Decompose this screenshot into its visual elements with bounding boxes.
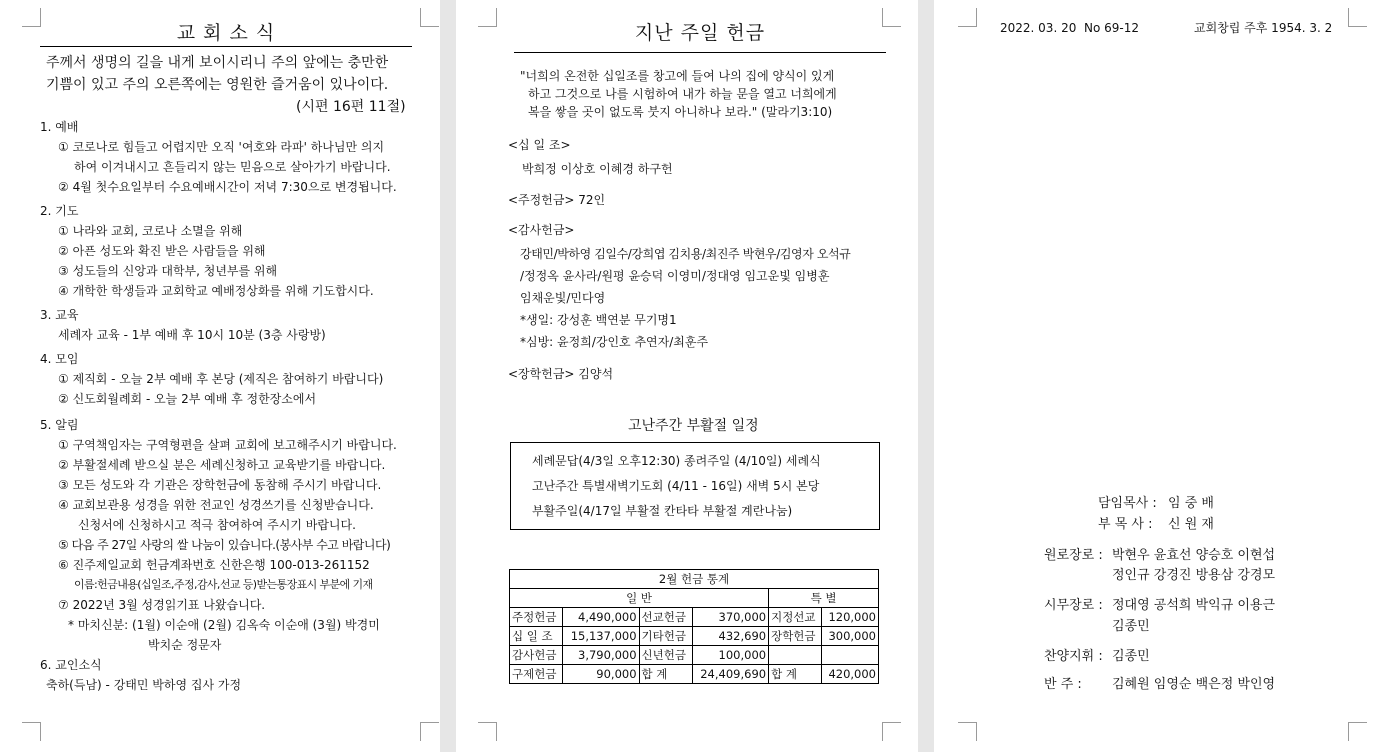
list-item: 하여 이겨내시고 흔들리지 않는 믿음으로 살아가기 바랍니다.	[74, 160, 391, 174]
stats-title: 2월 헌금 통계	[510, 570, 879, 589]
list-item: ⑥ 진주제일교회 헌금계좌번호 신한은행 100-013-261152	[58, 558, 370, 572]
section-heading: 1. 예배	[40, 120, 79, 134]
list-item: ① 구역책임자는 구역형편을 살펴 교회에 보고해주시기 바랍니다.	[58, 438, 397, 452]
offering-names: 강태민/박하영 김일수/강희엽 김치용/최진주 박현우/김영자 오석규	[520, 247, 851, 261]
offering-stats-table	[509, 569, 879, 684]
schedule-item: 세례문답(4/3일 오후12:30) 종려주일 (4/10일) 세례식	[532, 454, 821, 468]
table-cell: 420,000	[822, 665, 879, 684]
crop-mark	[1348, 722, 1367, 741]
section-heading: 5. 알림	[40, 418, 79, 432]
schedule-item: 고난주간 특별새벽기도회 (4/11 - 16일) 새벽 5시 본당	[532, 479, 820, 493]
table-cell: 370,000	[692, 608, 768, 627]
offering-heading: <장학헌금> 김양석	[508, 367, 614, 381]
list-item: ③ 성도들의 신앙과 대학부, 청년부를 위해	[58, 264, 278, 278]
bulletin-issue: No 69-12	[1084, 21, 1140, 35]
staff-role: 부 목 사 :	[1098, 517, 1153, 532]
list-item: ① 나라와 교회, 코로나 소멸을 위해	[58, 224, 243, 238]
crop-mark	[22, 722, 41, 741]
table-cell: 기타헌금	[639, 627, 692, 646]
table-cell: 90,000	[563, 665, 639, 684]
list-item: ② 아픈 성도와 확진 받은 사람들을 위해	[58, 244, 266, 258]
quote-line: 복을 쌓을 곳이 없도록 붓지 아니하나 보라." (말라기3:10)	[528, 105, 833, 119]
church-founded: 교회창립 주후 1954. 3. 2	[1194, 21, 1333, 35]
table-cell: 4,490,000	[563, 608, 639, 627]
stats-special-header: 특 별	[769, 589, 879, 608]
offering-heading: <주정헌금> 72인	[508, 193, 606, 207]
table-cell: 장학헌금	[769, 627, 822, 646]
section-heading: 2. 기도	[40, 204, 79, 218]
table-row	[510, 608, 879, 627]
bulletin-date: 2022. 03. 20	[1000, 21, 1077, 35]
offering-names: 임채운빛/민다영	[520, 291, 606, 305]
table-cell: 432,690	[692, 627, 768, 646]
staff-names: 김종민	[1112, 619, 1150, 634]
list-item: 이름:헌금내용(십일조,주정,감사,선교 등)받는통장표시 부분에 기재	[74, 578, 373, 591]
offering-heading: <감사헌금>	[508, 223, 575, 237]
section-heading: 6. 교인소식	[40, 658, 102, 672]
list-item: ② 신도회월례회 - 오늘 2부 예배 후 정한장소에서	[58, 392, 317, 406]
list-item: 세례자 교육 - 1부 예배 후 10시 10분 (3층 사랑방)	[58, 328, 326, 342]
staff-names: 김혜원 임영순 백은정 박인영	[1112, 677, 1276, 692]
table-cell	[769, 646, 822, 665]
verse-line: 주께서 생명의 길을 내게 보이시리니 주의 앞에는 충만한	[46, 55, 389, 71]
list-item: ② 4월 첫수요일부터 수요예배시간이 저녁 7:30으로 변경됩니다.	[58, 180, 397, 194]
table-row	[510, 665, 879, 684]
page-gutter-1	[440, 0, 456, 752]
staff-role: 원로장로 :	[1044, 548, 1103, 563]
verse-line: 기쁨이 있고 주의 오른쪽에는 영원한 즐거움이 있나이다.	[46, 77, 389, 93]
section-heading: 3. 교육	[40, 308, 79, 322]
list-item: * 마치신분: (1월) 이순애 (2월) 김옥숙 이순애 (3월) 박경미	[68, 618, 380, 632]
crop-mark	[22, 8, 41, 27]
list-item: ⑦ 2022년 3월 성경읽기표 나왔습니다.	[58, 598, 266, 612]
list-item: ① 제직회 - 오늘 2부 예배 후 본당 (제직은 참여하기 바랍니다)	[58, 372, 384, 386]
section-heading: 4. 모임	[40, 352, 79, 366]
table-cell: 300,000	[822, 627, 879, 646]
table-cell	[822, 646, 879, 665]
staff-names: 정인규 강경진 방용삼 강경모	[1112, 568, 1276, 583]
table-cell: 100,000	[692, 646, 768, 665]
page-church-news[interactable]	[0, 0, 440, 752]
crop-mark	[478, 8, 497, 27]
list-item: ④ 교회보관용 성경을 위한 전교인 성경쓰기를 신청받습니다.	[58, 498, 374, 512]
table-cell: 지정선교	[769, 608, 822, 627]
staff-role: 반 주 :	[1044, 677, 1082, 692]
crop-mark	[420, 8, 439, 27]
table-cell: 주정헌금	[510, 608, 563, 627]
schedule-item: 부활주일(4/17일 부활절 칸타타 부활절 계란나눔)	[532, 504, 793, 518]
table-cell: 선교헌금	[639, 608, 692, 627]
list-item: 축하(득남) - 강태민 박하영 집사 가정	[46, 678, 242, 692]
crop-mark	[478, 722, 497, 741]
offering-heading: <십 일 조>	[508, 138, 571, 152]
crop-mark	[1348, 8, 1367, 27]
list-item: ② 부활절세례 받으실 분은 세례신청하고 교육받기를 바랍니다.	[58, 458, 386, 472]
title-divider	[514, 52, 886, 53]
page-title: 교 회 소 식	[176, 22, 276, 44]
staff-names: 신 원 재	[1168, 517, 1214, 532]
page-gutter-2	[918, 0, 934, 752]
page-cover-info[interactable]	[934, 0, 1390, 752]
staff-names: 김종민	[1112, 649, 1150, 664]
staff-role: 찬양지휘 :	[1044, 649, 1103, 664]
page-title: 지난 주일 헌금	[634, 22, 766, 44]
list-item: 박치순 정문자	[148, 638, 222, 652]
offering-names: 박희정 이상호 이혜경 하구헌	[522, 162, 673, 176]
offering-names: *생일: 강성훈 백연분 무기명1	[520, 313, 677, 327]
crop-mark	[958, 8, 977, 27]
offering-names: /정정옥 윤사라/원평 윤승덕 이영미/정대영 임고운빛 임병훈	[520, 269, 830, 283]
list-item: ③ 모든 성도와 각 기관은 장학헌금에 동참해 주시기 바랍니다.	[58, 478, 382, 492]
crop-mark	[420, 722, 439, 741]
table-cell: 십 일 조	[510, 627, 563, 646]
staff-names: 임 중 배	[1168, 496, 1214, 511]
quote-line: 하고 그것으로 나를 시험하여 내가 하늘 문을 열고 너희에게	[528, 87, 837, 101]
page-offering[interactable]	[456, 0, 918, 752]
table-cell: 15,137,000	[563, 627, 639, 646]
table-cell: 구제헌금	[510, 665, 563, 684]
table-cell: 120,000	[822, 608, 879, 627]
list-item: ④ 개학한 학생들과 교회학교 예배정상화를 위해 기도합시다.	[58, 284, 374, 298]
crop-mark	[958, 722, 977, 741]
table-cell: 24,409,690	[692, 665, 768, 684]
table-cell: 신년헌금	[639, 646, 692, 665]
table-cell: 합 계	[639, 665, 692, 684]
list-item: 신청서에 신청하시고 적극 참여하여 주시기 바랍니다.	[78, 518, 356, 532]
list-item: ① 코로나로 힘들고 어렵지만 오직 '여호와 라파' 하나님만 의지	[58, 140, 385, 154]
quote-line: "너희의 온전한 십일조를 창고에 들여 나의 집에 양식이 있게	[520, 69, 835, 83]
verse-reference: (시편 16편 11절)	[296, 99, 406, 115]
table-cell: 합 계	[769, 665, 822, 684]
list-item: ⑤ 다음 주 27일 사랑의 쌀 나눔이 있습니다.(봉사부 수고 바랍니다)	[58, 538, 391, 552]
staff-names: 정대영 공석희 박익규 이용근	[1112, 598, 1276, 613]
crop-mark	[882, 722, 901, 741]
table-cell: 감사헌금	[510, 646, 563, 665]
title-divider	[40, 46, 412, 47]
staff-role: 시무장로 :	[1044, 598, 1103, 613]
offering-names: *심방: 윤정희/강인호 추연자/최훈주	[520, 335, 709, 349]
stats-general-header: 일 반	[510, 589, 769, 608]
staff-role: 담임목사 :	[1098, 496, 1157, 511]
table-cell: 3,790,000	[563, 646, 639, 665]
table-row	[510, 627, 879, 646]
table-row	[510, 646, 879, 665]
staff-names: 박현우 윤효선 양승호 이현섭	[1112, 548, 1276, 563]
schedule-title: 고난주간 부활절 일정	[628, 418, 759, 434]
